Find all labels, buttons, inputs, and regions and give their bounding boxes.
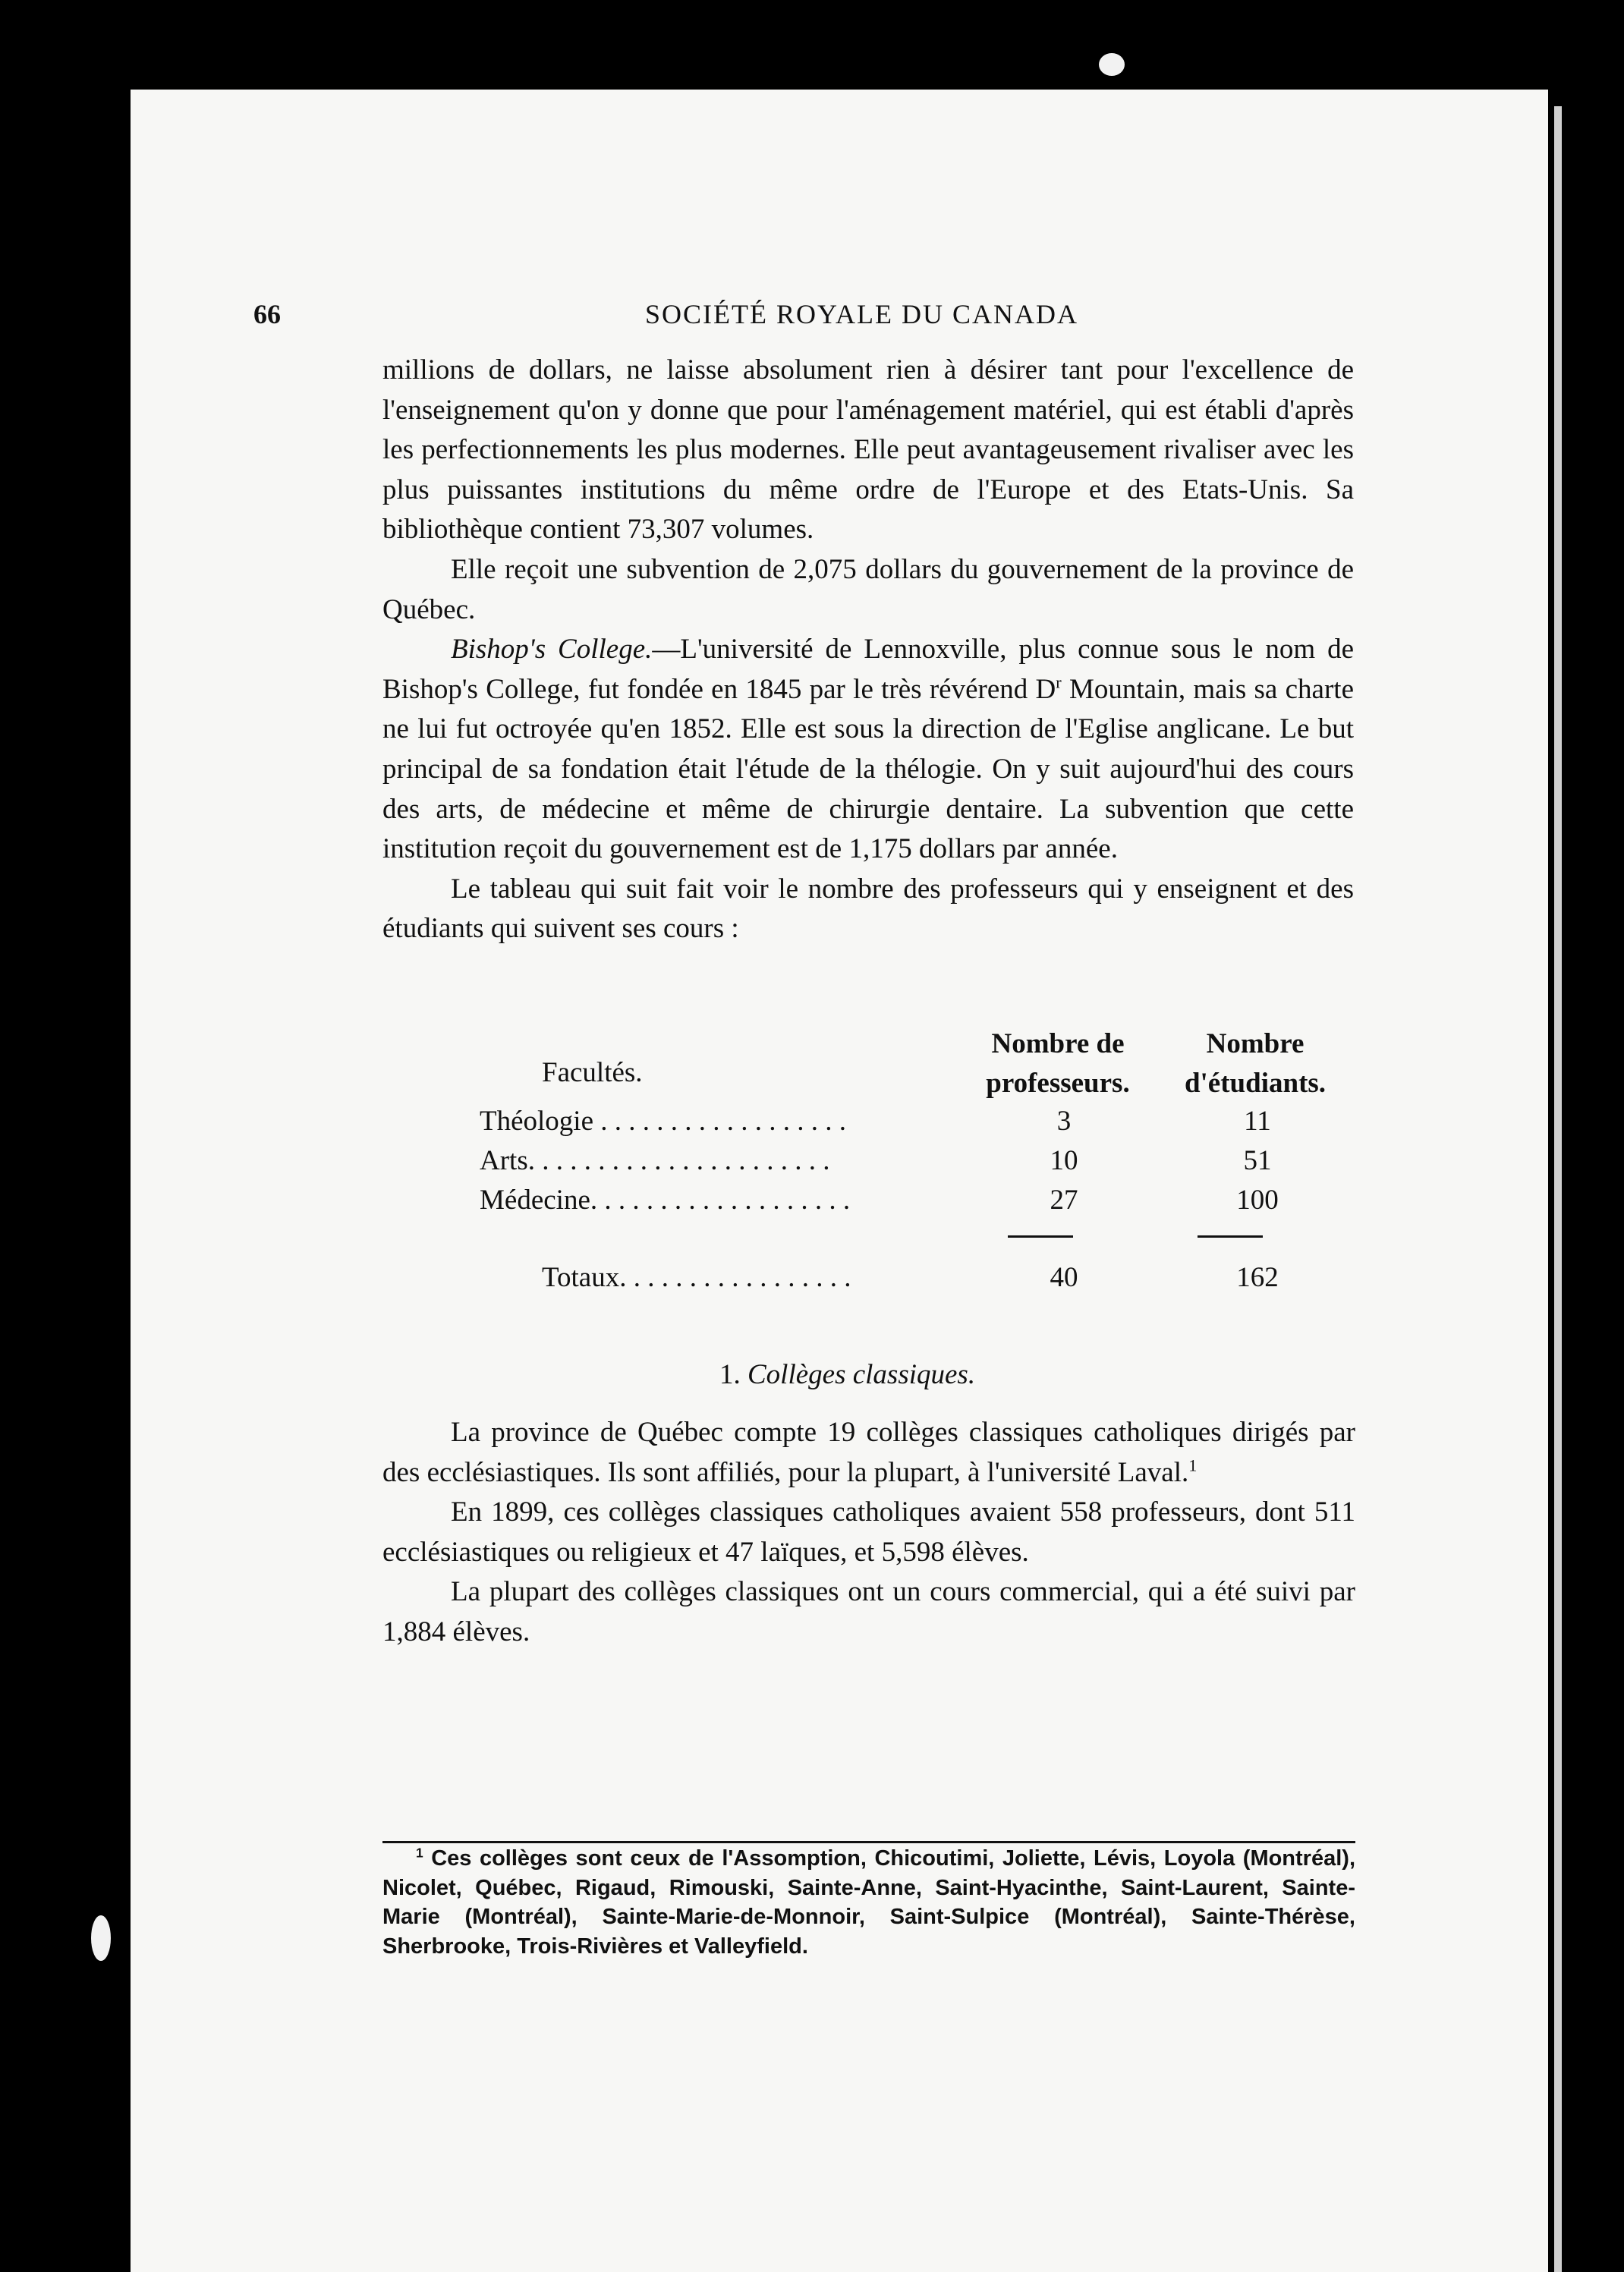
col-header-line: professeurs. [986,1068,1130,1099]
prof-count: 10 [1050,1145,1078,1176]
prof-count: 27 [1050,1185,1078,1216]
table-row [480,1184,1345,1223]
footnote-text [382,1844,1355,1961]
footnote-ref: 1 [1188,1455,1198,1475]
paragraph-text: —L'université de Lennoxville, plus connue sous le nom de Bishop's College, fut fondée en 1845 par le très révérend D [382,634,1354,705]
faculty-label: Arts. . . . . . . . . . . . . . . . . . . . . . [480,1145,830,1176]
footnote-body: Ces collèges sont ceux de l'Assomption, Chicoutimi, Joliette, Lévis, Loyola (Montréal), Nicolet, Québec, Rigaud, Rimouski, Sainte-Anne, Saint-Hyacinthe, Saint-Laurent, Sainte-Marie (Montréal), Sainte-Marie-de-Monnoir, Saint-Sulpice (Montréal), Sainte-Thérèse, Sherbrooke, Trois-Rivières et Valleyfield. [382,1846,1355,1959]
sum-rule [1008,1235,1073,1238]
table-total-row [542,1261,1346,1301]
student-count: 100 [1236,1185,1279,1216]
running-title: SOCIÉTÉ ROYALE DU CANADA [645,299,1078,329]
col-header-line: Nombre de [991,1028,1125,1059]
footnote [382,1844,1355,1961]
table-row [480,1144,1345,1184]
total-label: Totaux. . . . . . . . . . . . . . . . . [542,1262,851,1293]
paragraph [382,630,1354,870]
paragraph [382,1413,1355,1493]
total-prof: 40 [1050,1262,1078,1293]
col-header-prof [959,1024,1157,1103]
col-header-line: Nombre [1206,1028,1305,1059]
paragraph: En 1899, ces collèges classiques catholiques avaient 558 professeurs, dont 511 ecclésiastiques ou religieux et 47 laïques, et 5,598 élèves. [382,1496,1355,1568]
paragraph: La plupart des collèges classiques ont un cours commercial, qui a été suivi par 1,884 élèves. [382,1576,1355,1647]
page-header [253,298,1354,336]
paragraph: millions de dollars, ne laisse absolument rien à désirer tant pour l'excellence de l'enseignement qu'on y donne que pour l'aménagement matériel, qui est établi d'après les perfectionnements les plus modernes. Elle peut avantageusement rivaliser avec les plus puissantes institutions du même ordre de l'Europe et des Etats-Unis. Sa bibliothèque contient 73,307 volumes. [382,354,1354,546]
total-etud: 162 [1236,1262,1279,1293]
paragraph-text: La province de Québec compte 19 collèges classiques catholiques dirigés par des ecclésiastiques. Ils sont affiliés, pour la plupart, à l'université Laval. [382,1417,1355,1488]
superscript: r [1056,672,1062,692]
student-count: 51 [1243,1145,1272,1176]
scan-speck [1099,53,1125,76]
section-heading [719,1358,975,1391]
page-edge [1554,106,1562,2272]
page-number: 66 [253,299,281,329]
prof-count: 3 [1056,1106,1072,1137]
faculty-label: Médecine. . . . . . . . . . . . . . . . . . . [480,1185,851,1216]
paragraph-text: Mountain, mais sa charte ne lui fut octroyée qu'en 1852. Elle est sous la direction de l'Eglise anglicane. Le but principal de sa fondation était l'étude de la thélogie. On y suit aujourd'hui des cours des arts, de médecine et même de chirurgie dentaire. La subvention que cette institution reçoit du gouvernement est de 1,175 dollars par année. [382,673,1355,865]
footnote-rule [382,1841,1355,1843]
paragraph: Le tableau qui suit fait voir le nombre des professeurs qui y enseignent et des étudiants qui suivent ses cours : [382,873,1354,945]
col-header-etud [1164,1024,1346,1103]
paragraph: Elle reçoit une subvention de 2,075 dollars du gouvernement de la province de Québec. [382,553,1354,625]
section-number: 1. [719,1359,741,1390]
student-count: 11 [1244,1106,1271,1137]
scan-speck [91,1915,111,1961]
faculty-label: Théologie . . . . . . . . . . . . . . . . . . [480,1106,847,1137]
college-name-italic: Bishop's College. [451,634,653,666]
footnote-marker: 1 [416,1845,423,1861]
table-row [480,1105,1345,1144]
body-text-2 [382,1413,1355,1653]
col-header-line: d'étudiants. [1184,1068,1327,1099]
body-text [382,351,1354,949]
col-header-facultes: Facultés. [542,1057,643,1088]
sum-rule [1198,1235,1263,1238]
faculty-table [382,1014,1354,1302]
section-title: Collèges classiques. [747,1359,976,1390]
